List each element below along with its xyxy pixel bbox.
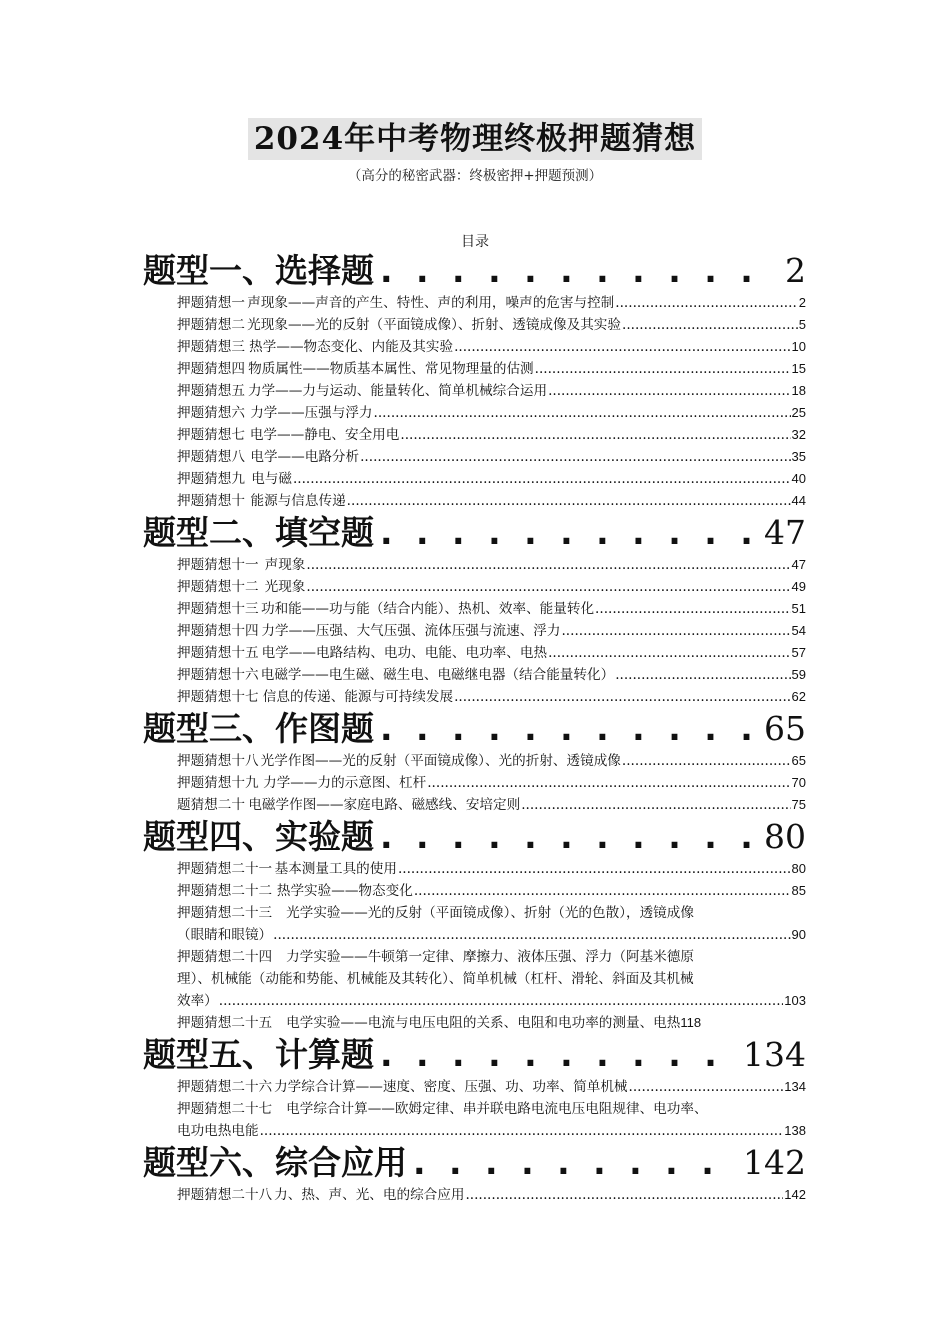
toc-section-5[interactable]: 题型五、计算题 . . . 134 bbox=[143, 1034, 806, 1076]
toc-entry[interactable]: 押题猜想二十七 电学综合计算——欧姆定律、串并联电路电流电压电阻规律、电功率、 电功电热电能 ..... 138 bbox=[177, 1098, 806, 1142]
toc-entry[interactable]: 押题猜想五 力学——力与运动、能量转化、简单机械综合运用 ..... 18 bbox=[177, 380, 806, 402]
toc-entry[interactable]: 押题猜想二 光现象——光的反射（平面镜成像）、折射、透镜成像及其实验 ..... 5 bbox=[177, 314, 806, 336]
toc-entry[interactable]: 押题猜想二十五 电学实验——电流与电压电阻的关系、电阻和电功率的测量、电热 118 bbox=[177, 1015, 702, 1031]
toc-entry[interactable]: 押题猜想十六 电磁学——电生磁、磁生电、电磁继电器（结合能量转化） ..... 59 bbox=[177, 664, 806, 686]
toc-entry[interactable]: 押题猜想二十六 力学综合计算——速度、密度、压强、功、功率、简单机械 ..... 134 bbox=[177, 1076, 806, 1098]
toc-entry[interactable]: 押题猜想二十一 基本测量工具的使用 ..... 80 bbox=[177, 858, 806, 880]
toc-heading: 目录 bbox=[461, 234, 489, 250]
toc-entry[interactable]: 押题猜想十四 力学——压强、大气压强、流体压强与流速、浮力 ..... 54 bbox=[177, 620, 806, 642]
toc-entry[interactable]: 押题猜想七 电学——静电、安全用电 ..... 32 bbox=[177, 424, 806, 446]
toc-section-1[interactable]: 题型一、选择题 . . . 2 bbox=[143, 250, 806, 292]
toc-entry[interactable]: 押题猜想十九 力学——力的示意图、杠杆 ..... 70 bbox=[177, 772, 806, 794]
toc-entry[interactable]: 押题猜想四 物质属性——物质基本属性、常见物理量的估测 ..... 15 bbox=[177, 358, 806, 380]
toc-entry[interactable]: 题猜想二十 电磁学作图——家庭电路、磁感线、安培定则 ..... 75 bbox=[177, 794, 806, 816]
toc-entry[interactable]: 押题猜想十八 光学作图——光的反射（平面镜成像）、光的折射、透镜成像 ..... 65 bbox=[177, 750, 806, 772]
toc-entry[interactable]: 押题猜想二十八 力、热、声、光、电的综合应用 ..... 142 bbox=[177, 1184, 806, 1206]
toc-entry[interactable]: 押题猜想二十三 光学实验——光的反射（平面镜成像）、折射（光的色散），透镜成像 （眼睛和眼镜） ..... 90 bbox=[177, 902, 806, 946]
toc-entry[interactable]: 押题猜想六 力学——压强与浮力 ..... 25 bbox=[177, 402, 806, 424]
table-of-contents bbox=[143, 250, 806, 1206]
toc-section-6[interactable]: 题型六、综合应用 . . . 142 bbox=[143, 1142, 806, 1184]
toc-section-3[interactable]: 题型三、作图题 . . . 65 bbox=[143, 708, 806, 750]
toc-entry[interactable]: 押题猜想十二 光现象 ..... 49 bbox=[177, 576, 806, 598]
toc-entry[interactable]: 押题猜想十三 功和能——功与能（结合内能）、热机、效率、能量转化 ..... 51 bbox=[177, 598, 806, 620]
document-subtitle: （高分的秘密武器：终极密押+押题预测） bbox=[347, 168, 603, 184]
toc-section-2[interactable]: 题型二、填空题 . . . 47 bbox=[143, 512, 806, 554]
toc-entry[interactable]: 押题猜想十 能源与信息传递 ..... 44 bbox=[177, 490, 806, 512]
toc-entry[interactable]: 押题猜想八 电学——电路分析 ..... 35 bbox=[177, 446, 806, 468]
toc-entry[interactable]: 押题猜想二十二 热学实验——物态变化 ..... 85 bbox=[177, 880, 806, 902]
toc-entry[interactable]: 押题猜想三 热学——物态变化、内能及其实验 ..... 10 bbox=[177, 336, 806, 358]
toc-entry[interactable]: 押题猜想一 声现象——声音的产生、特性、声的利用，噪声的危害与控制 ..... 2 bbox=[177, 292, 806, 314]
toc-entry[interactable]: 押题猜想九 电与磁 ..... 40 bbox=[177, 468, 806, 490]
toc-section-4[interactable]: 题型四、实验题 . . . 80 bbox=[143, 816, 806, 858]
toc-entry[interactable]: 押题猜想十五 电学——电路结构、电功、电能、电功率、电热 ..... 57 bbox=[177, 642, 806, 664]
toc-entry[interactable]: 押题猜想二十四 力学实验——牛顿第一定律、摩擦力、液体压强、浮力（阿基米德原 理）、机械能（动能和势能、机械能及其转化）、简单机械（杠杆、滑轮、斜面及其机械 效率） ..... 103 bbox=[177, 946, 806, 1012]
toc-entry[interactable]: 押题猜想十七 信息的传递、能源与可持续发展 ..... 62 bbox=[177, 686, 806, 708]
document-title: 2024年中考物理终极押题猜想 bbox=[248, 118, 702, 160]
toc-entry[interactable]: 押题猜想十一 声现象 ..... 47 bbox=[177, 554, 806, 576]
